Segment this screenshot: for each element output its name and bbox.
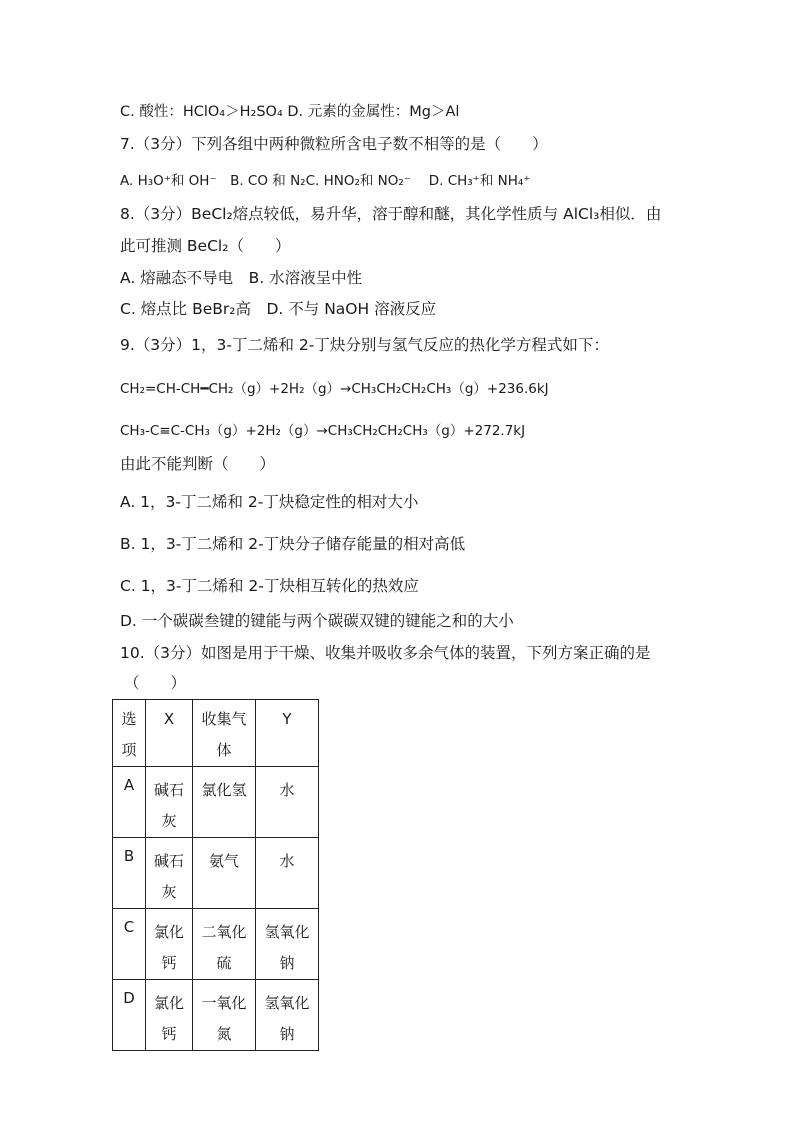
question-10-paren-text: （ ） (124, 674, 187, 692)
table-cell: 碱石灰 (146, 767, 193, 838)
question-9-option-b (120, 534, 465, 554)
table-cell: B (113, 838, 146, 909)
question-9-option-d-text: D. 一个碳碳叁键的键能与两个碳碳双键的键能之和的大小 (120, 612, 514, 630)
table-cell: 氢氧化钠 (256, 909, 319, 980)
question-8-options-cd-text: C. 熔点比 BeBr₂高 D. 不与 NaOH 溶液反应 (120, 300, 437, 318)
equation-2 (120, 421, 525, 441)
equation-2-text: CH₃-C≡C-CH₃（g）+2H₂（g）→CH₃CH₂CH₂CH₃（g）+272.7kJ (120, 423, 526, 439)
table-cell: 氯化钙 (146, 909, 193, 980)
table-cell: 氢氧化钠 (256, 980, 319, 1051)
question-9-option-c-text: C. 1，3-丁二烯和 2-丁炔相互转化的热效应 (120, 577, 419, 595)
table-row (113, 767, 319, 838)
question-8-options-cd (120, 299, 436, 319)
question-9-stem (120, 454, 275, 474)
table-cell: C (113, 909, 146, 980)
question-9-text: 9.（3分）1，3-丁二烯和 2-丁炔分别与氢气反应的热化学方程式如下： (120, 336, 609, 354)
question-8-line1 (120, 204, 661, 224)
question-9-option-d (120, 611, 514, 631)
question-10-paren (124, 673, 186, 693)
table-cell: 氯化钙 (146, 980, 193, 1051)
table-header-cell: X (146, 700, 193, 767)
table-cell: D (113, 980, 146, 1051)
table-header-cell: 选项 (113, 700, 146, 767)
table-cell: 氨气 (193, 838, 256, 909)
table-cell: 一氧化氮 (193, 980, 256, 1051)
question-7-options-text: A. H₃O⁺和 OH⁻ B. CO 和 N₂C. HNO₂和 NO₂⁻ D. CH₃⁺和 NH₄⁺ (120, 173, 531, 189)
question-9-option-a (120, 492, 418, 512)
table-cell: A (113, 767, 146, 838)
table-row (113, 838, 319, 909)
table-cell: 水 (256, 838, 319, 909)
table-header-cell: Y (256, 700, 319, 767)
table-cell: 碱石灰 (146, 838, 193, 909)
table-header-cell: 收集气体 (193, 700, 256, 767)
question-8-options-ab (120, 268, 362, 288)
question-7-text: 7.（3分）下列各组中两种微粒所含电子数不相等的是（ ） (120, 135, 548, 153)
table-header-row (113, 700, 319, 767)
options-table (112, 699, 319, 1051)
table-row (113, 980, 319, 1051)
equation-1 (120, 379, 549, 399)
question-8-text-2: 此可推测 BeCl₂（ ） (120, 237, 291, 255)
question-9-option-b-text: B. 1，3-丁二烯和 2-丁炔分子储存能量的相对高低 (120, 535, 466, 553)
question-8-line2 (120, 236, 290, 256)
question-9-option-a-text: A. 1，3-丁二烯和 2-丁炔稳定性的相对大小 (120, 493, 419, 511)
question-7-options (120, 171, 530, 191)
table-cell: 氯化氢 (193, 767, 256, 838)
q6-option-c-d (120, 102, 459, 122)
question-9-stem-text: 由此不能判断（ ） (120, 455, 276, 473)
question-9-option-c (120, 576, 419, 596)
q6-option-c-text: C. 酸性：HClO₄＞H₂SO₄ D. 元素的金属性：Mg＞Al (120, 104, 460, 120)
question-10-text: 10.（3分）如图是用于干燥、收集并吸收多余气体的装置，下列方案正确的是 (120, 644, 651, 662)
table-cell: 二氧化硫 (193, 909, 256, 980)
question-7 (120, 134, 548, 154)
table-row (113, 909, 319, 980)
table-cell: 水 (256, 767, 319, 838)
question-8-options-ab-text: A. 熔融态不导电 B. 水溶液呈中性 (120, 269, 363, 287)
question-8-text-1: 8.（3分）BeCl₂熔点较低，易升华，溶于醇和醚，其化学性质与 AlCl₃相似．由 (120, 205, 662, 223)
question-9 (120, 335, 609, 355)
equation-1-text: CH₂=CH-CH━CH₂（g）+2H₂（g）→CH₃CH₂CH₂CH₃（g）+236.6kJ (120, 381, 549, 397)
question-10 (120, 643, 651, 663)
